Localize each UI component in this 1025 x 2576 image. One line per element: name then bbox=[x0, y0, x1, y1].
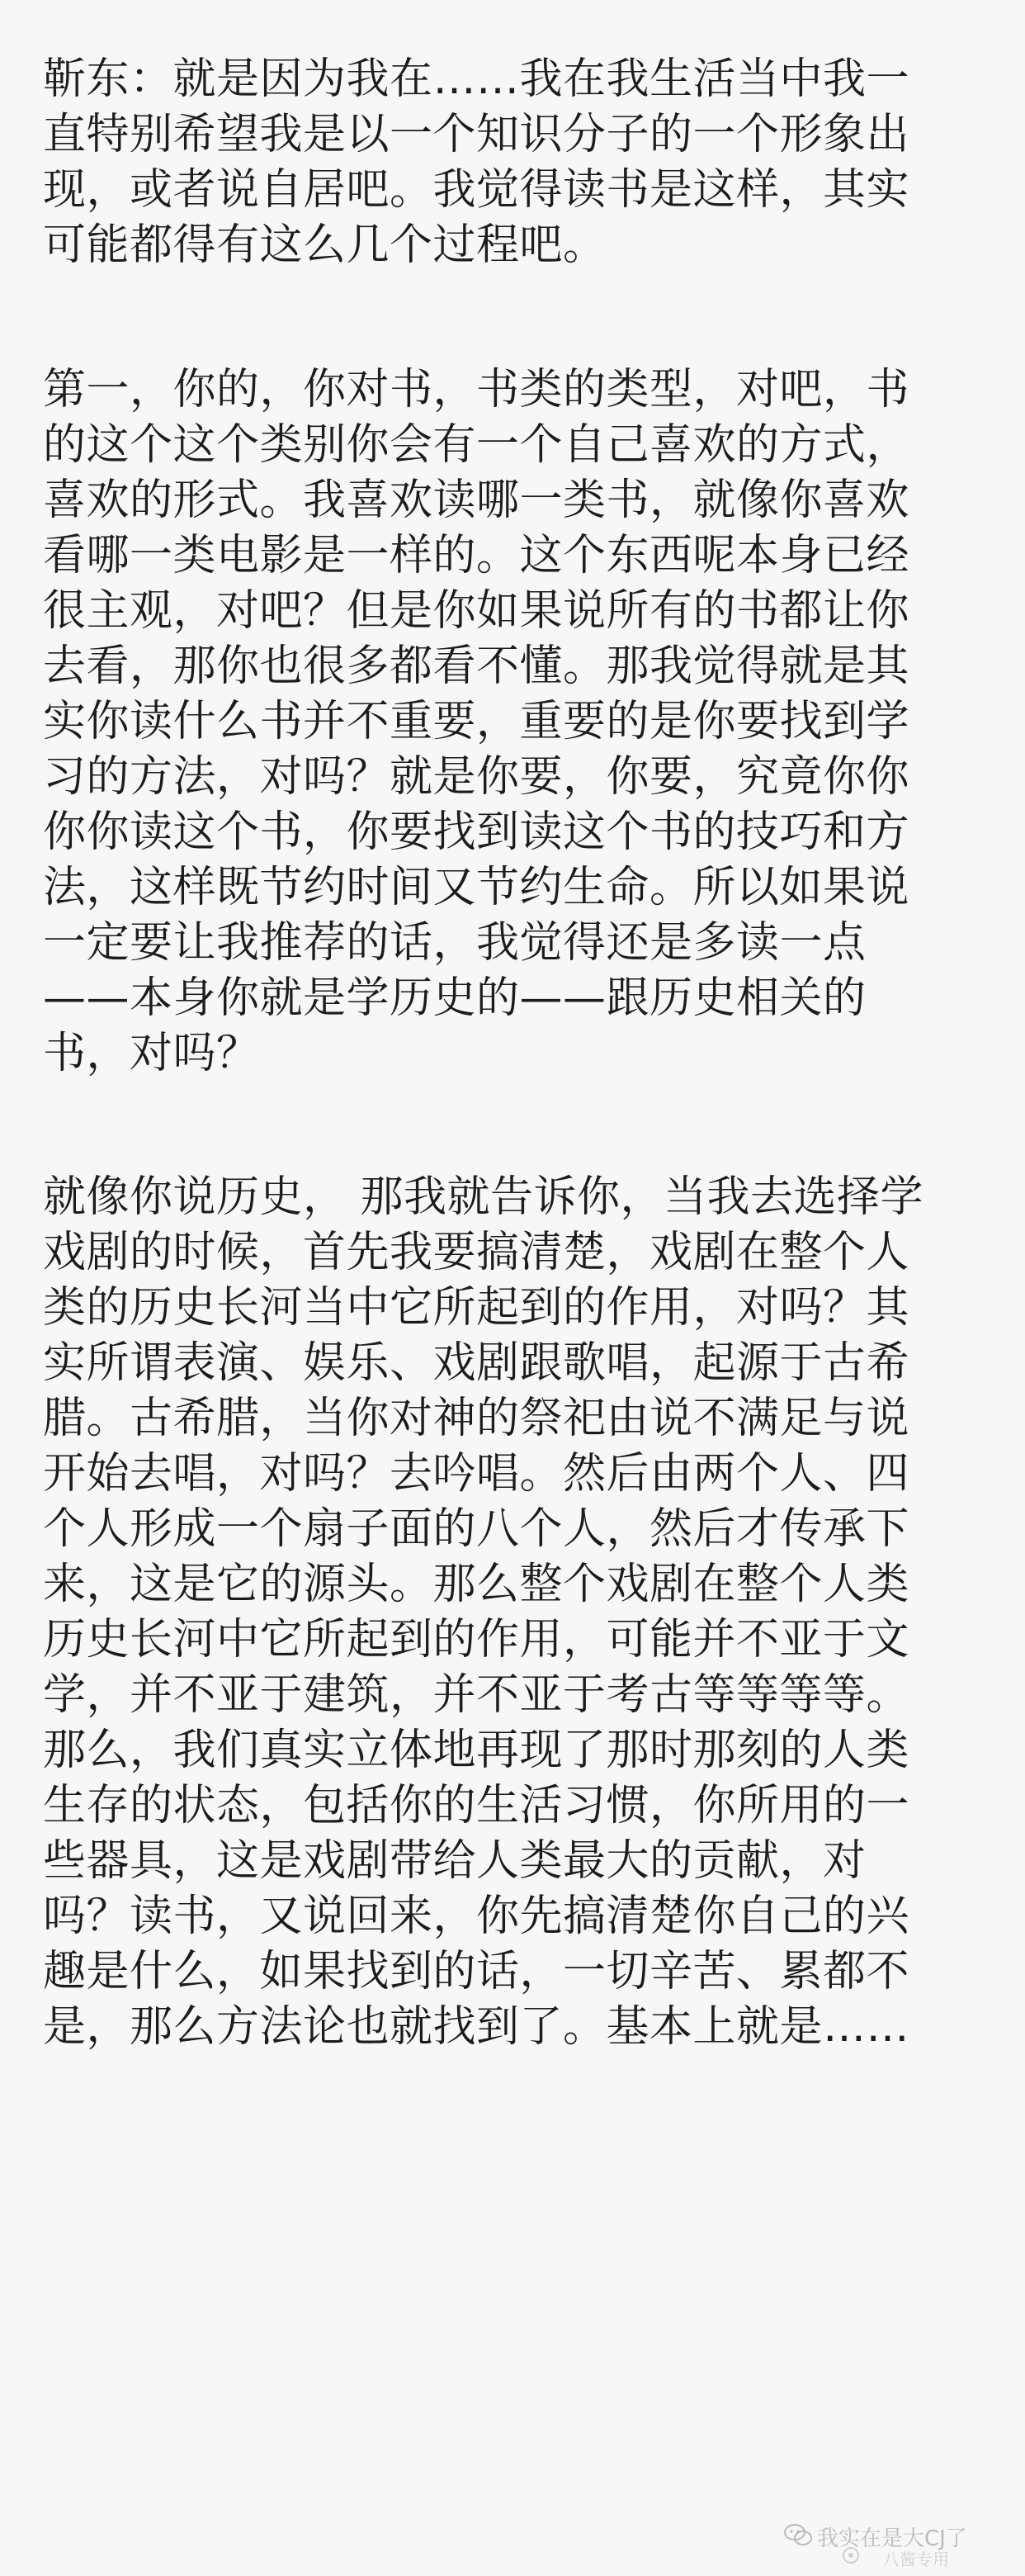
watermark bbox=[768, 2518, 1015, 2569]
text-line: 第一，你的，你对书，书类的类型，对吧，书 bbox=[43, 365, 910, 414]
text-line: 可能都得有这么几个过程吧。 bbox=[43, 220, 607, 270]
text-line: 学，并不亚于建筑，并不亚于考古等等等等。 bbox=[43, 1670, 910, 1720]
text-line: 吗？读书，又说回来，你先搞清楚你自己的兴 bbox=[43, 1892, 910, 1941]
text-line: 就像你说历史， 那我就告诉你，当我去选择学 bbox=[43, 1172, 924, 1222]
text-line: 来，这是它的源头。那么整个戏剧在整个人类 bbox=[43, 1560, 910, 1609]
text-line: 戏剧的时候，首先我要搞清楚，戏剧在整个人 bbox=[43, 1228, 910, 1277]
text-line: 实你读什么书并不重要，重要的是你要找到学 bbox=[43, 697, 910, 746]
wechat-icon bbox=[784, 2523, 812, 2546]
text-line: 喜欢的形式。我喜欢读哪一类书，就像你喜欢 bbox=[43, 476, 910, 525]
text-line: 个人形成一个扇子面的八个人，然后才传承下 bbox=[43, 1504, 910, 1554]
text-line: 很主观，对吧？但是你如果说所有的书都让你 bbox=[43, 586, 910, 636]
watermark-subtext: 八酱专用 bbox=[883, 2550, 949, 2569]
text-line: 腊。古希腊，当你对神的祭祀由说不满足与说 bbox=[43, 1394, 910, 1443]
text-line: ——本身你就是学历史的——跟历史相关的 bbox=[43, 973, 867, 1023]
text-line: 一定要让我推荐的话，我觉得还是多读一点 bbox=[43, 918, 867, 968]
text-line: 书，对吗？ bbox=[43, 1029, 260, 1078]
text-line: 实所谓表演、娱乐、戏剧跟歌唱，起源于古希 bbox=[43, 1338, 910, 1388]
text-line: 去看，那你也很多都看不懂。那我觉得就是其 bbox=[43, 642, 910, 691]
text-line: 生存的状态，包括你的生活习惯，你所用的一 bbox=[43, 1781, 910, 1830]
text-line: 靳东：就是因为我在……我在我生活当中我一 bbox=[43, 54, 910, 104]
text-line: 看哪一类电影是一样的。这个东西呢本身已经 bbox=[43, 531, 910, 580]
text-line: 你你读这个书，你要找到读这个书的技巧和方 bbox=[43, 807, 910, 857]
text-line: 的这个这个类别你会有一个自己喜欢的方式， bbox=[43, 420, 910, 470]
text-line: 法，这样既节约时间又节约生命。所以如果说 bbox=[43, 863, 910, 912]
text-line: 那么，我们真实立体地再现了那时那刻的人类 bbox=[43, 1726, 910, 1775]
text-line: 开始去唱，对吗？去吟唱。然后由两个人、四 bbox=[43, 1449, 910, 1499]
text-line: 习的方法，对吗？就是你要，你要，究竟你你 bbox=[43, 752, 910, 802]
text-line: 类的历史长河当中它所起到的作用，对吗？其 bbox=[43, 1283, 910, 1333]
logo-icon bbox=[842, 2546, 878, 2564]
text-line: 历史长河中它所起到的作用，可能并不亚于文 bbox=[43, 1615, 910, 1664]
text-line: 些器具，这是戏剧带给人类最大的贡献，对 bbox=[43, 1836, 867, 1886]
text-line: 现，或者说自居吧。我觉得读书是这样，其实 bbox=[43, 165, 910, 215]
watermark-text: 我实在是大CJ了 bbox=[817, 2526, 967, 2551]
text-line: 是，那么方法论也就找到了。基本上就是…… bbox=[43, 2002, 910, 2052]
text-line: 直特别希望我是以一个知识分子的一个形象出 bbox=[43, 110, 910, 159]
text-line: 趣是什么，如果找到的话，一切辛苦、累都不 bbox=[43, 1947, 910, 1996]
